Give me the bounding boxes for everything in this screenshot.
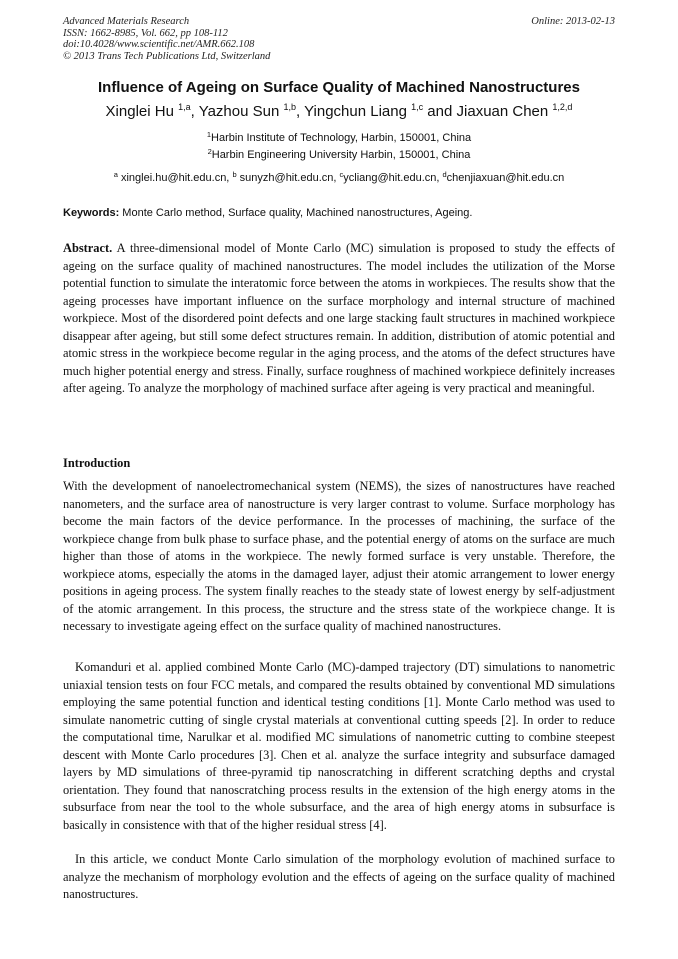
keywords-label: Keywords: [63,207,120,219]
email-list [63,171,615,185]
abstract [63,240,615,398]
author-list [63,103,615,121]
email-superscript: c [339,170,344,179]
affiliation-text: Harbin Engineering University Harbin, 150001, China [211,149,471,161]
email-superscript: b [232,170,237,179]
intro-paragraph-3: In this article, we conduct Monte Carlo simulation of the morphology evolution of machined surface to analyze the mechanism of morphology evolution and the effects of ageing on the surface quality of machined nanostructures. [63,852,615,901]
affiliation-superscript: 1 [206,130,212,139]
copyright-line: © 2013 Trans Tech Publications Ltd, Switzerland [63,50,271,62]
journal-name: Advanced Materials Research [63,16,190,27]
email-superscript: d [442,170,447,179]
email-superscript: a [113,170,118,179]
intro-paragraph-2: Komanduri et al. applied combined Monte Carlo (MC)-damped trajectory (DT) simulations to nanometric uniaxial tension tests on four FCC metals, and compared the results obtained by conventional MD simulations employing the same potential function and identical testing conditions [1]. Monte Carlo method was used to simulate nanometric cutting of single crystal materials at conventional cutting speeds [2]. In order to reduce the computational time, Narulkar et al. modified MC simulations of nanometric cutting to combine steepest descent with Monte Carlo procedures [3]. Chen et al. analyze the surface integrity and subsurface damaged layers by MD simulations of three-pyramid tip nanoscratching in different scratching depths and crystal orientation. They found that nanoscratching process results in the extension of the high energy atoms in the subsurface from near the tool to the whole subsurface, and the area of high energy atoms in subsurface is basically in consistence with that of the higher residual stress [4]. [63,660,615,832]
affiliation-superscript: 2 [207,147,212,156]
author-separator: , [296,103,305,120]
email-address[interactable]: sunyzh@hit.edu.cn, [239,172,340,184]
email-address[interactable]: ycliang@hit.edu.cn, [343,172,443,184]
author-name: Yingchun Liang [304,103,407,120]
abstract-label: Abstract. [63,241,113,255]
author-superscript: 1,c [411,102,424,112]
running-header [63,16,615,62]
author-superscript: 1,b [283,102,296,112]
intro-paragraph-1: With the development of nanoelectromechanical system (NEMS), the sizes of nanostructures have reached nanometers, and the surface area of nanostructure is very larger contrast to volume. Surface morphology has become the main factors of the device performance. In the processes of machining, the surface of the workpiece change from bulk phase to surface phase, and the potential energy of atoms on the surface are much higher than those of atoms in the workpiece. The newly formed surface is very unstable. Therefore, the workpiece atoms, especially the atoms in the damaged layer, adjust their atomic arrangement to lower energy positions in ageing process. The system finally reaches to the steady state of lowest energy by self-adjustment of the atomic arrangement. In this process, the structure and the stress state of the workpiece change. It is necessary to investigate ageing effect on the surface quality of machined nanostructures. [63,479,615,633]
paper-title: Influence of Ageing on Surface Quality of Machined Nanostructures [97,79,580,96]
affiliation-text: Harbin Institute of Technology, Harbin, 150001, China [211,132,472,144]
keywords-text: Monte Carlo method, Surface quality, Machined nanostructures, Ageing. [119,207,473,219]
affiliation-1 [63,131,615,145]
author-name: Jiaxuan Chen [456,103,549,120]
affiliation-2 [63,148,615,162]
author-name: Xinglei Hu [105,103,174,120]
email-address[interactable]: xinglei.hu@hit.edu.cn, [120,172,233,184]
author-separator: , [190,103,199,120]
issn-line: ISSN: 1662-8985, Vol. 662, pp 108-112 [63,27,228,39]
author-name: Yazhou Sun [198,103,280,120]
doi-line: doi:10.4028/www.scientific.net/AMR.662.108 [63,39,255,50]
author-superscript: 1,a [178,102,191,112]
author-conjunction: and [423,103,457,120]
online-date: Online: 2013-02-13 [531,16,615,27]
author-superscript: 1,2,d [552,102,573,112]
keywords [63,206,615,220]
section-heading-introduction: Introduction [63,456,131,470]
email-address[interactable]: chenjiaxuan@hit.edu.cn [446,172,565,184]
abstract-text: A three-dimensional model of Monte Carlo (MC) simulation is proposed to study the effects of ageing on the surface quality of machined nanostructures. The model includes the utilization of the Morse potential function to simulate the interatomic force between the atoms in workpieces. The results show that the ageing processes have important influence on the surface morphology and internal structure of machined workpiece. Most of the disordered point defects and one large stacking fault structures in machined workpiece disappear after ageing, but still some defect structures remain. In addition, distribution of atomic potential and atomic stress in the workpiece become regular in the aging process, and the atoms of the defect structures have much higher potential energy and stress. Finally, surface roughness of machined workpiece definitely increases after ageing. To analyze the morphology of machined surface after ageing is very practical and meaningful. [63,241,615,395]
